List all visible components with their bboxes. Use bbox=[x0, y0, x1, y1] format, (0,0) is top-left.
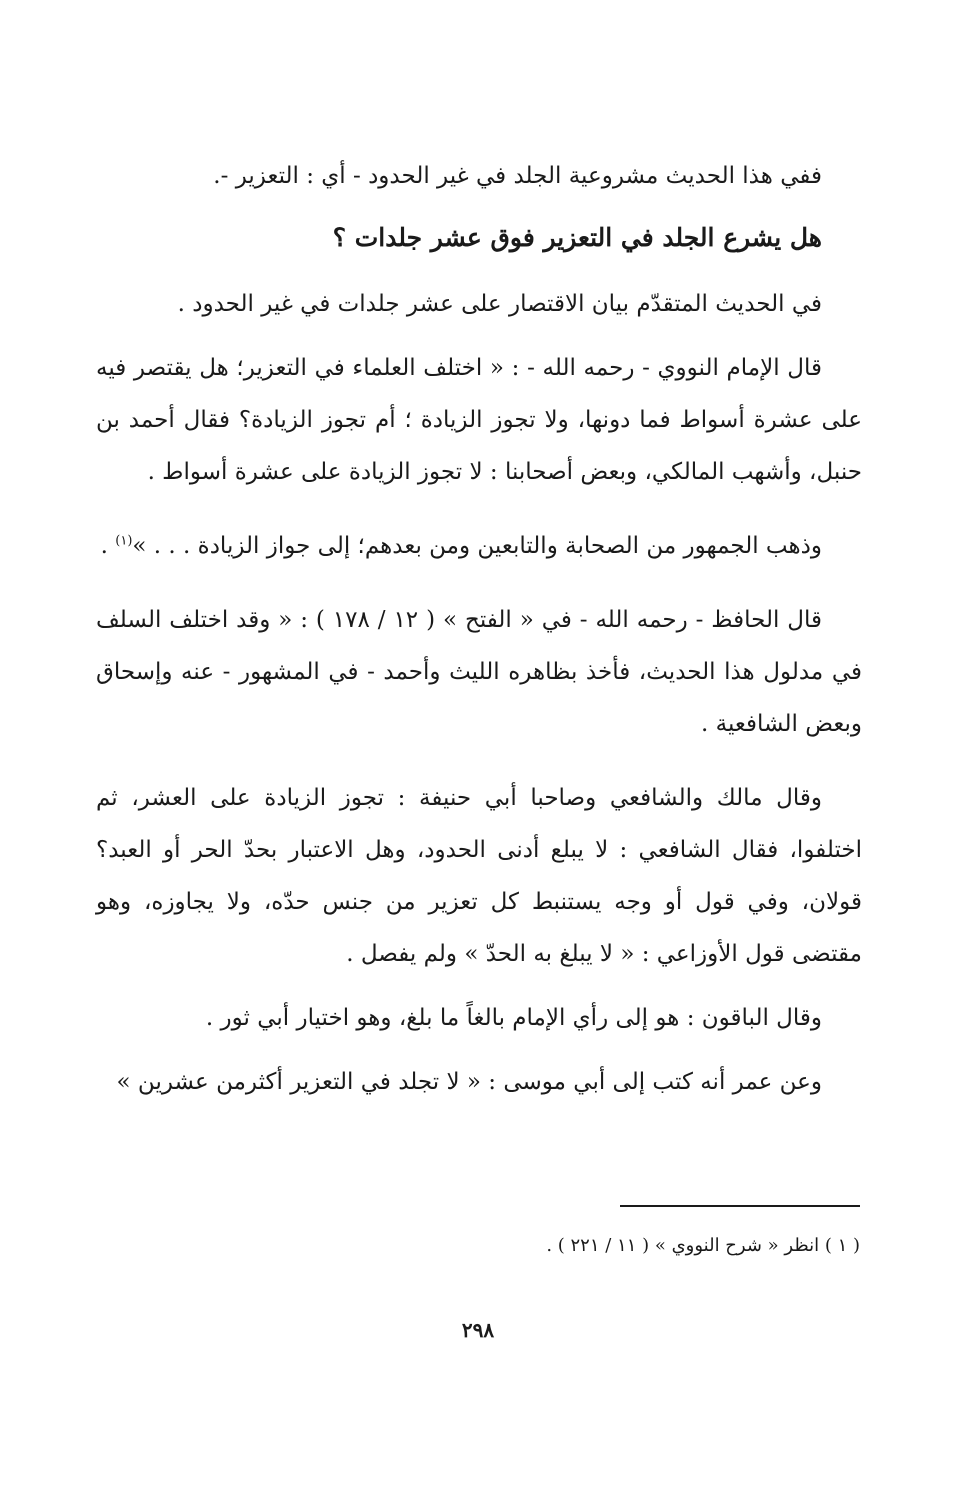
paragraph-hafiz-quote: قال الحافظ - رحمه الله - في « الفتح » ( ١٢ / ١٧٨ ) : « وقد اختلف السلف في مدلول هذا الحديث، فأخذ بظاهره الليث وأحمد - في المشهور - عنه وإسحاق وبعض الشافعية . bbox=[96, 607, 862, 737]
paragraph-nawawi-quote: قال الإمام النووي - رحمه الله - : « اختلف العلماء في التعزير؛ هل يقتصر فيه على عشرة أسواط فما دونها، ولا تجوز الزيادة ؛ أم تجوز الزيادة؟ فقال أحمد بن حنبل، وأشهب المالكي، وبعض أصحابنا : لا تجوز الزيادة على عشرة أسواط . bbox=[96, 355, 862, 485]
paragraph-majority-view bbox=[96, 520, 862, 572]
paragraph-summary: في الحديث المتقدّم بيان الاقتصار على عشر جلدات في غير الحدود . bbox=[177, 291, 822, 317]
paragraph-others: وقال الباقون : هو إلى رأي الإمام بالغاً ما بلغ، وهو اختيار أبي ثور . bbox=[205, 1005, 822, 1031]
footnote-reference[interactable]: (١) bbox=[115, 533, 133, 549]
main-text bbox=[96, 150, 862, 1130]
paragraph-umar: وعن عمر أنه كتب إلى أبي موسى : « لا تجلد في التعزير أكثرمن عشرين » bbox=[116, 1069, 822, 1095]
paragraph-majority-end: . bbox=[100, 533, 116, 559]
paragraph-malik-shafii: وقال مالك والشافعي وصاحبا أبي حنيفة : تجوز الزيادة على العشر، ثم اختلفوا، فقال الشافعي : لا يبلع أدنى الحدود، وهل الاعتبار بحدّ الحر أو العبد؟ قولان، وفي قول أو وجه يستنبط كل تعزير من جنس حدّه، ولا يجاوزه، وهو مقتضى قول الأوزاعي : « لا يبلغ به الحدّ » ولم يفصل . bbox=[96, 785, 862, 967]
page-number: ٢٩٨ bbox=[461, 1318, 495, 1342]
paragraph-majority-text: وذهب الجمهور من الصحابة والتابعين ومن بعدهم؛ إلى جواز الزيادة . . . » bbox=[132, 533, 822, 559]
section-heading: هل يشرع الجلد في التعزير فوق عشر جلدات ؟ bbox=[332, 223, 822, 252]
footnote-text: ( ١ ) انظر « شرح النووي » ( ١١ / ٢٢١ ) . bbox=[546, 1235, 860, 1256]
footnote-divider bbox=[620, 1205, 860, 1207]
paragraph-intro: ففي هذا الحديث مشروعية الجلد في غير الحدود - أي : التعزير -. bbox=[213, 163, 822, 189]
